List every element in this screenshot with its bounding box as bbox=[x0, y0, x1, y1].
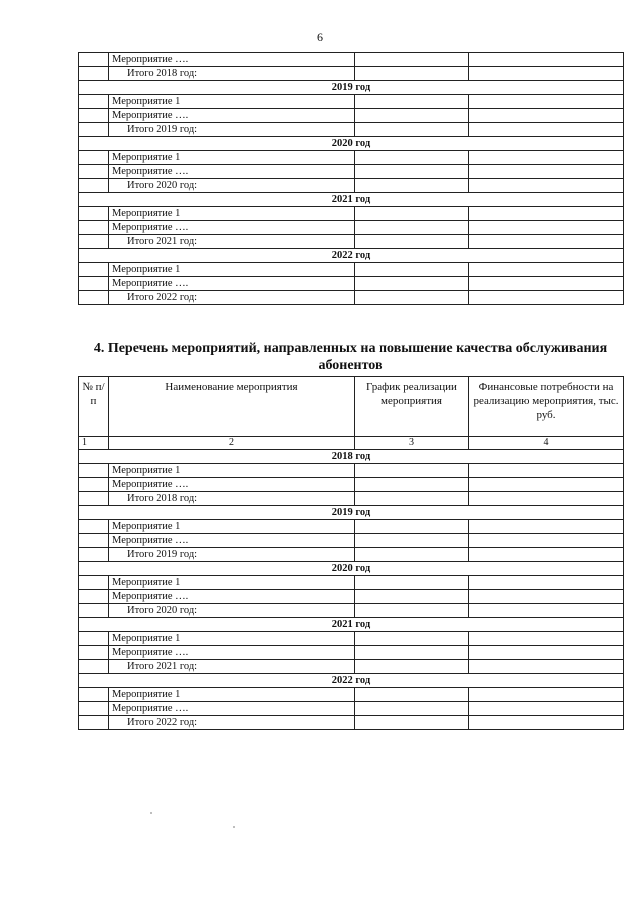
schedule-cell bbox=[355, 151, 469, 165]
number-cell bbox=[79, 95, 109, 109]
total-row bbox=[79, 179, 624, 193]
activity-row bbox=[79, 688, 624, 702]
schedule-cell bbox=[355, 478, 469, 492]
number-cell bbox=[79, 660, 109, 674]
finance-cell bbox=[469, 235, 624, 249]
number-cell bbox=[79, 632, 109, 646]
number-cell bbox=[79, 291, 109, 305]
finance-cell bbox=[469, 478, 624, 492]
number-cell bbox=[79, 492, 109, 506]
year-row bbox=[79, 618, 624, 632]
finance-cell bbox=[469, 151, 624, 165]
activity-row bbox=[79, 109, 624, 123]
year-label: 2018 год bbox=[79, 450, 624, 464]
total-row bbox=[79, 548, 624, 562]
schedule-cell bbox=[355, 632, 469, 646]
total-row bbox=[79, 604, 624, 618]
finance-cell bbox=[469, 548, 624, 562]
activity-name: Мероприятие 1 bbox=[109, 576, 355, 590]
year-row bbox=[79, 137, 624, 151]
finance-cell bbox=[469, 464, 624, 478]
activity-row bbox=[79, 646, 624, 660]
year-row bbox=[79, 506, 624, 520]
total-label: Итого 2020 год: bbox=[109, 604, 355, 618]
schedule-cell bbox=[355, 165, 469, 179]
year-label: 2022 год bbox=[79, 674, 624, 688]
activity-row bbox=[79, 632, 624, 646]
schedule-cell bbox=[355, 291, 469, 305]
activity-row bbox=[79, 95, 624, 109]
finance-cell bbox=[469, 277, 624, 291]
number-cell bbox=[79, 548, 109, 562]
schedule-cell bbox=[355, 464, 469, 478]
activity-name: Мероприятие 1 bbox=[109, 632, 355, 646]
activity-name: Мероприятие 1 bbox=[109, 520, 355, 534]
number-cell bbox=[79, 576, 109, 590]
finance-cell bbox=[469, 632, 624, 646]
schedule-cell bbox=[355, 590, 469, 604]
activity-name: Мероприятие 1 bbox=[109, 688, 355, 702]
finance-cell bbox=[469, 702, 624, 716]
activity-row bbox=[79, 151, 624, 165]
number-cell bbox=[79, 646, 109, 660]
activity-name: Мероприятие …. bbox=[109, 277, 355, 291]
total-row bbox=[79, 67, 624, 81]
finance-cell bbox=[469, 165, 624, 179]
scan-speck bbox=[150, 812, 152, 814]
activity-name: Мероприятие …. bbox=[109, 646, 355, 660]
column-number: 4 bbox=[469, 437, 624, 450]
header-schedule: График реализации мероприятия bbox=[355, 377, 469, 437]
finance-cell bbox=[469, 688, 624, 702]
total-label: Итого 2022 год: bbox=[109, 291, 355, 305]
activity-name: Мероприятие …. bbox=[109, 165, 355, 179]
schedule-cell bbox=[355, 277, 469, 291]
activity-row bbox=[79, 221, 624, 235]
year-row bbox=[79, 193, 624, 207]
scan-speck bbox=[233, 826, 235, 828]
schedule-cell bbox=[355, 123, 469, 137]
activity-name: Мероприятие …. bbox=[109, 109, 355, 123]
activity-name: Мероприятие …. bbox=[109, 590, 355, 604]
schedule-cell bbox=[355, 207, 469, 221]
activity-name: Мероприятие …. bbox=[109, 702, 355, 716]
column-number: 3 bbox=[355, 437, 469, 450]
schedule-cell bbox=[355, 235, 469, 249]
number-cell bbox=[79, 179, 109, 193]
activity-row bbox=[79, 277, 624, 291]
year-label: 2020 год bbox=[79, 562, 624, 576]
activity-row bbox=[79, 590, 624, 604]
finance-cell bbox=[469, 604, 624, 618]
year-label: 2022 год bbox=[79, 249, 624, 263]
activity-name: Мероприятие 1 bbox=[109, 95, 355, 109]
schedule-cell bbox=[355, 716, 469, 730]
year-row bbox=[79, 674, 624, 688]
total-row bbox=[79, 291, 624, 305]
number-cell bbox=[79, 534, 109, 548]
number-cell bbox=[79, 520, 109, 534]
activity-name: Мероприятие 1 bbox=[109, 207, 355, 221]
year-row bbox=[79, 562, 624, 576]
schedule-cell bbox=[355, 95, 469, 109]
schedule-cell bbox=[355, 576, 469, 590]
activity-name: Мероприятие 1 bbox=[109, 263, 355, 277]
finance-cell bbox=[469, 646, 624, 660]
activity-row bbox=[79, 576, 624, 590]
total-label: Итого 2021 год: bbox=[109, 235, 355, 249]
finance-cell bbox=[469, 263, 624, 277]
schedule-cell bbox=[355, 548, 469, 562]
activity-row bbox=[79, 53, 624, 67]
finance-cell bbox=[469, 520, 624, 534]
number-cell bbox=[79, 277, 109, 291]
activity-name: Мероприятие …. bbox=[109, 53, 355, 67]
schedule-cell bbox=[355, 53, 469, 67]
activity-row bbox=[79, 464, 624, 478]
schedule-cell bbox=[355, 179, 469, 193]
schedule-cell bbox=[355, 221, 469, 235]
total-label: Итого 2018 год: bbox=[109, 492, 355, 506]
schedule-cell bbox=[355, 660, 469, 674]
header-number: № п/п bbox=[79, 377, 109, 437]
number-cell bbox=[79, 207, 109, 221]
number-cell bbox=[79, 464, 109, 478]
schedule-cell bbox=[355, 702, 469, 716]
year-row bbox=[79, 450, 624, 464]
service-quality-table bbox=[78, 376, 624, 730]
number-cell bbox=[79, 165, 109, 179]
number-cell bbox=[79, 688, 109, 702]
number-cell bbox=[79, 716, 109, 730]
number-cell bbox=[79, 109, 109, 123]
finance-cell bbox=[469, 95, 624, 109]
total-label: Итого 2022 год: bbox=[109, 716, 355, 730]
activity-name: Мероприятие …. bbox=[109, 534, 355, 548]
activity-name: Мероприятие 1 bbox=[109, 151, 355, 165]
total-row bbox=[79, 492, 624, 506]
schedule-cell bbox=[355, 604, 469, 618]
header-name: Наименование мероприятия bbox=[109, 377, 355, 437]
finance-cell bbox=[469, 492, 624, 506]
activity-row bbox=[79, 263, 624, 277]
column-numbers-row bbox=[79, 437, 624, 450]
number-cell bbox=[79, 702, 109, 716]
number-cell bbox=[79, 221, 109, 235]
activity-row bbox=[79, 478, 624, 492]
activity-name: Мероприятие …. bbox=[109, 221, 355, 235]
number-cell bbox=[79, 235, 109, 249]
total-label: Итого 2020 год: bbox=[109, 179, 355, 193]
column-number: 2 bbox=[109, 437, 355, 450]
activity-name: Мероприятие …. bbox=[109, 478, 355, 492]
year-label: 2021 год bbox=[79, 193, 624, 207]
finance-cell bbox=[469, 207, 624, 221]
activity-row bbox=[79, 534, 624, 548]
total-label: Итого 2019 год: bbox=[109, 123, 355, 137]
column-number: 1 bbox=[79, 437, 109, 450]
finance-cell bbox=[469, 660, 624, 674]
activity-name: Мероприятие 1 bbox=[109, 464, 355, 478]
schedule-cell bbox=[355, 646, 469, 660]
header-finance: Финансовые потребности на реализацию мероприятия, тыс. руб. bbox=[469, 377, 624, 437]
total-label: Итого 2019 год: bbox=[109, 548, 355, 562]
finance-cell bbox=[469, 221, 624, 235]
total-label: Итого 2018 год: bbox=[109, 67, 355, 81]
activity-row bbox=[79, 207, 624, 221]
number-cell bbox=[79, 123, 109, 137]
year-label: 2021 год bbox=[79, 618, 624, 632]
total-row bbox=[79, 660, 624, 674]
activity-row bbox=[79, 520, 624, 534]
total-row bbox=[79, 716, 624, 730]
finance-cell bbox=[469, 123, 624, 137]
total-row bbox=[79, 235, 624, 249]
schedule-cell bbox=[355, 263, 469, 277]
schedule-cell bbox=[355, 534, 469, 548]
year-row bbox=[79, 249, 624, 263]
schedule-cell bbox=[355, 688, 469, 702]
number-cell bbox=[79, 604, 109, 618]
number-cell bbox=[79, 478, 109, 492]
number-cell bbox=[79, 151, 109, 165]
page-number: 6 bbox=[317, 30, 323, 44]
year-label: 2019 год bbox=[79, 81, 624, 95]
number-cell bbox=[79, 67, 109, 81]
finance-cell bbox=[469, 179, 624, 193]
finance-cell bbox=[469, 109, 624, 123]
year-row bbox=[79, 81, 624, 95]
finance-cell bbox=[469, 534, 624, 548]
total-label: Итого 2021 год: bbox=[109, 660, 355, 674]
schedule-cell bbox=[355, 109, 469, 123]
number-cell bbox=[79, 590, 109, 604]
finance-cell bbox=[469, 291, 624, 305]
activity-row bbox=[79, 165, 624, 179]
schedule-cell bbox=[355, 492, 469, 506]
section-4-heading: 4. Перечень мероприятий, направленных на повышение качества обслуживания абонентов bbox=[93, 341, 608, 373]
number-cell bbox=[79, 53, 109, 67]
year-label: 2020 год bbox=[79, 137, 624, 151]
activity-row bbox=[79, 702, 624, 716]
finance-cell bbox=[469, 590, 624, 604]
schedule-cell bbox=[355, 67, 469, 81]
year-label: 2019 год bbox=[79, 506, 624, 520]
total-row bbox=[79, 123, 624, 137]
schedule-cell bbox=[355, 520, 469, 534]
finance-cell bbox=[469, 716, 624, 730]
finance-cell bbox=[469, 53, 624, 67]
activities-table-continued bbox=[78, 52, 624, 305]
table-header-row bbox=[79, 377, 624, 437]
finance-cell bbox=[469, 576, 624, 590]
number-cell bbox=[79, 263, 109, 277]
finance-cell bbox=[469, 67, 624, 81]
